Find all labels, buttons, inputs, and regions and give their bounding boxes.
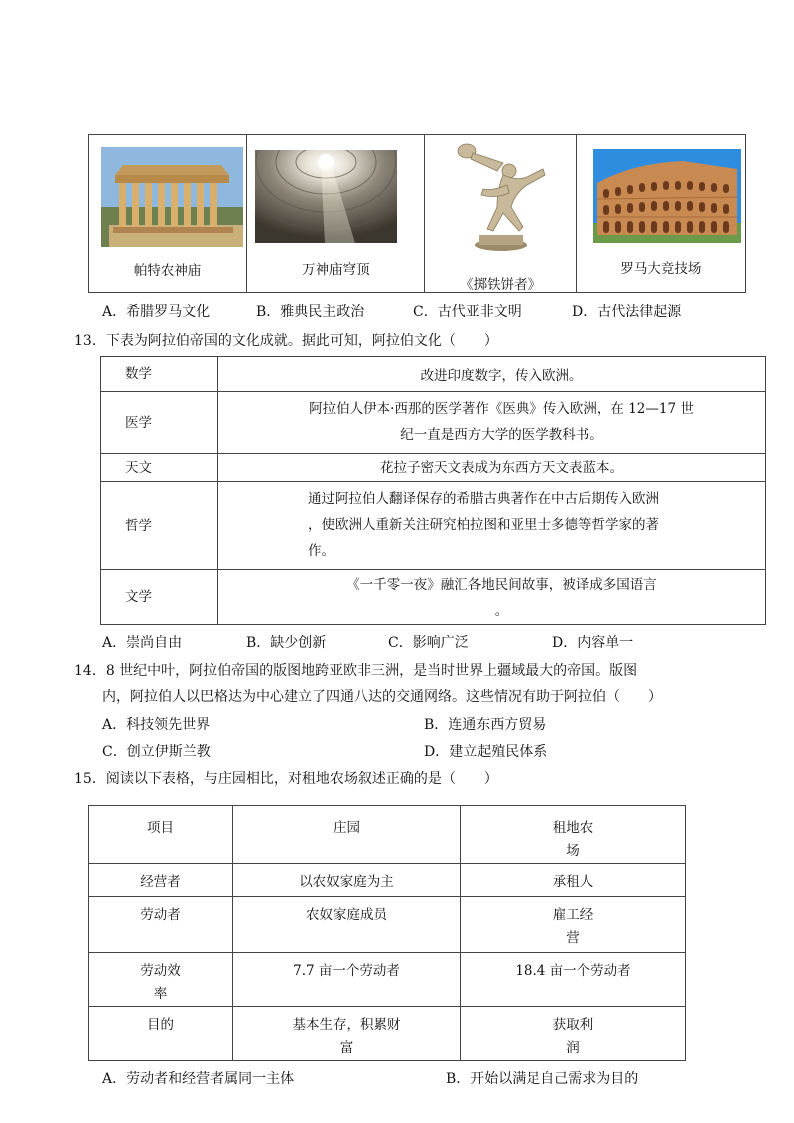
- table-cell: 目的: [89, 1007, 233, 1061]
- table-cell: 庄园: [233, 806, 461, 864]
- table-cell: 医学: [101, 392, 218, 454]
- colosseum-photo-icon: [593, 149, 741, 243]
- table-cell: 承租人: [461, 864, 686, 897]
- table-cell: 阿拉伯人伊本·西那的医学著作《医典》传入欧洲，在 12—17 世 纪一直是西方大学的医学教科书。: [218, 392, 766, 454]
- option[interactable]: A．劳动者和经营者属同一主体: [102, 1071, 295, 1087]
- table-cell: 通过阿拉伯人翻译保存的希腊古典著作在中古后期传入欧洲 ，使欧洲人重新关注研究柏拉图和亚里士多德等哲学家的著 作。: [218, 482, 766, 570]
- table-cell: 《一千零一夜》融汇各地民间故事，被译成多国语言 。: [218, 570, 766, 625]
- table-cell: 文学: [101, 570, 218, 625]
- parthenon-photo-icon: [101, 147, 243, 247]
- arab-culture-table: [100, 356, 766, 625]
- option[interactable]: B．连通东西方贸易: [424, 717, 547, 733]
- image-cell-parthenon: [89, 135, 247, 293]
- option[interactable]: D．内容单一: [552, 635, 634, 651]
- table-cell: 雇工经 营: [461, 897, 686, 953]
- table-cell: 花拉子密天文表成为东西方天文表蓝本。: [218, 454, 766, 482]
- image-caption: 罗马大竞技场: [620, 261, 702, 277]
- table-cell: 项目: [89, 806, 233, 864]
- question-stem: 内，阿拉伯人以巴格达为中心建立了四通八达的交通网络。这些情况有助于阿拉伯（ ）: [102, 689, 662, 705]
- question-stem: 14．8 世纪中叶，阿拉伯帝国的版图地跨亚欧非三洲，是当时世界上疆域最大的帝国。版图: [74, 663, 638, 679]
- table-cell: 租地农 场: [461, 806, 686, 864]
- table-cell: 基本生存，积累财 富: [233, 1007, 461, 1061]
- table-cell: 农奴家庭成员: [233, 897, 461, 953]
- option[interactable]: A．希腊罗马文化: [102, 304, 211, 320]
- option[interactable]: A．崇尚自由: [102, 635, 183, 651]
- table-cell: 18.4 亩一个劳动者: [461, 953, 686, 1007]
- image-caption: 帕特农神庙: [133, 263, 202, 279]
- question-stem: 13．下表为阿拉伯帝国的文化成就。据此可知，阿拉伯文化（ ）: [74, 333, 498, 349]
- option[interactable]: B．开始以满足自己需求为目的: [446, 1071, 639, 1087]
- table-cell: 改进印度数字，传入欧洲。: [218, 357, 766, 392]
- table-cell: 劳动者: [89, 897, 233, 953]
- table-cell: 以农奴家庭为主: [233, 864, 461, 897]
- table-cell: 天文: [101, 454, 218, 482]
- manor-farm-table: [88, 805, 686, 1061]
- image-cell-colosseum: [576, 135, 745, 293]
- option[interactable]: C．古代亚非文明: [413, 304, 522, 320]
- pantheon-dome-photo-icon: [255, 150, 397, 243]
- table-cell: 数学: [101, 357, 218, 392]
- option[interactable]: D．古代法律起源: [572, 304, 682, 320]
- table-cell: 经营者: [89, 864, 233, 897]
- image-cell-discobolus: [425, 135, 576, 293]
- option[interactable]: B．缺少创新: [246, 635, 327, 651]
- option[interactable]: D．建立起殖民体系: [424, 744, 548, 760]
- table-cell: 哲学: [101, 482, 218, 570]
- image-caption: 万神庙穹顶: [302, 262, 370, 278]
- option[interactable]: C．影响广泛: [388, 635, 469, 651]
- table-cell: 7.7 亩一个劳动者: [233, 953, 461, 1007]
- table-cell: 获取利 润: [461, 1007, 686, 1061]
- image-caption: 《掷铁饼者》: [460, 277, 542, 293]
- question-stem: 15．阅读以下表格，与庄园相比，对租地农场叙述正确的是（ ）: [74, 771, 498, 787]
- image-cell-pantheon: [247, 135, 425, 293]
- option[interactable]: A．科技领先世界: [102, 717, 211, 733]
- discobolus-statue-photo-icon: [453, 141, 549, 259]
- monument-image-table: [88, 134, 746, 293]
- option[interactable]: B．雅典民主政治: [256, 304, 365, 320]
- table-cell: 劳动效 率: [89, 953, 233, 1007]
- option[interactable]: C．创立伊斯兰教: [102, 744, 211, 760]
